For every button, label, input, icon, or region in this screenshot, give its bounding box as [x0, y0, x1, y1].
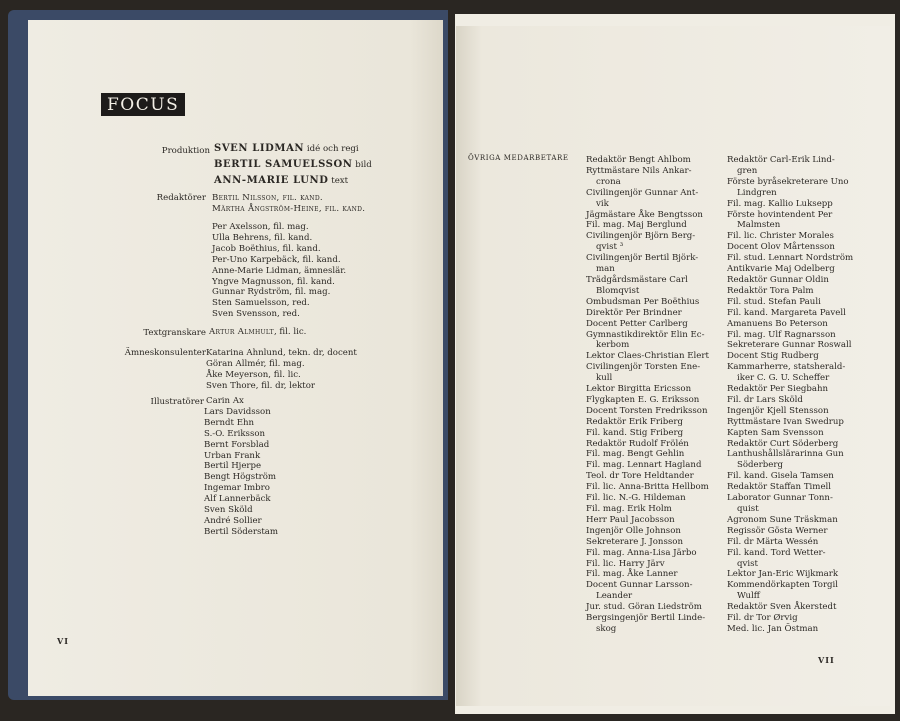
- illustrator-name: Carin Ax: [206, 396, 244, 406]
- contributor-line: Redaktör Gunnar Oldin: [727, 274, 829, 285]
- contributor-line: Lektor Birgitta Ericsson: [586, 384, 692, 395]
- contributor-line-continued: iker C. G. U. Scheffer: [737, 373, 830, 384]
- contributor-line: Fil. mag. Kallio Luksepp: [727, 198, 833, 209]
- contributor-line: Lektor Claes-Christian Elert: [586, 351, 709, 362]
- contributor-line: Laborator Gunnar Tonn-: [727, 493, 833, 504]
- contributor-line: Redaktör Carl-Erik Lind-: [727, 155, 835, 165]
- contributor-line: Kammarherre, statsherald-: [727, 362, 846, 373]
- contributor-line: Regissör Gösta Werner: [727, 525, 828, 536]
- contributors-column-2: [727, 155, 853, 635]
- contributor-line: Agronom Sune Träskman: [727, 514, 838, 525]
- contributor-line: Civilingenjör Bertil Björk-: [586, 253, 699, 264]
- editor-name: Per-Uno Karpebäck, fil. kand.: [212, 254, 341, 265]
- contributor-line: Docent Gunnar Larsson-: [586, 580, 693, 591]
- reviewer-name: Artur Almhult: [209, 327, 274, 337]
- editor-name: Sten Samuelsson, red.: [212, 298, 310, 309]
- contributor-line: Fil. lic. Anna-Britta Hellbom: [586, 482, 709, 493]
- redaktorer-heads: [212, 193, 365, 215]
- illustrator-name: André Sollier: [204, 515, 262, 526]
- contributor-line: Herr Paul Jacobsson: [586, 514, 675, 525]
- consultant-name: Katarina Ahnlund, tekn. dr, docent: [206, 348, 357, 358]
- redaktorer-list: [212, 222, 346, 320]
- contributor-line: Fil. kand. Gisela Tamsen: [727, 471, 834, 482]
- page-number-left: VI: [57, 636, 69, 646]
- editor-name: Gunnar Rydström, fil. mag.: [212, 287, 331, 298]
- contributor-line: Amanuens Bo Peterson: [727, 318, 828, 329]
- contributor-line: Med. lic. Jan Östman: [727, 623, 819, 634]
- consultant-name: Åke Meyerson, fil. lic.: [206, 369, 301, 380]
- textgranskare-label: Textgranskare: [143, 328, 206, 338]
- contributor-line: Jägmästare Åke Bengtsson: [586, 209, 703, 220]
- contributor-line: Fil. mag. Erik Holm: [586, 504, 672, 514]
- contributor-line: Fil. mag. Åke Lanner: [586, 569, 678, 580]
- illustratorer-list: [204, 396, 278, 538]
- contributor-line: Redaktör Curt Söderberg: [727, 438, 839, 449]
- amneskonsulenter-label: Ämneskonsulenter: [124, 348, 206, 358]
- illustratorer-label: Illustratörer: [150, 397, 204, 407]
- contributor-line-continued: quist: [737, 504, 759, 514]
- contributor-line: Fil. dr Märta Wessén: [727, 536, 819, 547]
- focus-logo: FOCUS: [101, 93, 185, 116]
- contributor-line-continued: kull: [596, 373, 613, 384]
- consultant-name: Göran Allmér, fil. mag.: [206, 358, 305, 369]
- editor-name: Sven Svensson, red.: [212, 309, 300, 320]
- contributor-line: Docent Stig Rudberg: [727, 351, 819, 362]
- editor-name: Anne-Marie Lidman, ämneslär.: [212, 265, 347, 276]
- produktion-entry: [214, 144, 359, 155]
- contributor-line-continued: Söderberg: [737, 460, 783, 471]
- page-number-right: VII: [818, 655, 835, 665]
- contributor-line: Sekreterare J. Jonsson: [586, 536, 683, 547]
- contributor-line-continued: qvist ³: [596, 242, 624, 253]
- produktion-entry: [214, 176, 348, 187]
- contributor-line: Förste byråsekreterare Uno: [727, 176, 849, 187]
- illustrator-name: Berndt Ehn: [204, 417, 255, 428]
- editor-name: Bertil Nilsson, fil. kand.: [212, 193, 323, 203]
- contributor-line: Fil. mag. Bengt Gehlin: [586, 449, 685, 460]
- contributor-line: Sekreterare Gunnar Roswall: [727, 340, 852, 351]
- contributor-line-continued: vik: [596, 198, 609, 209]
- contributor-line: Fil. kand. Margareta Pavell: [727, 307, 846, 318]
- contributor-line: Fil. lic. Harry Järv: [586, 558, 665, 569]
- contributor-line: Fil. mag. Lennart Hagland: [586, 460, 702, 471]
- contributor-line: Fil. lic. Christer Morales: [727, 231, 834, 242]
- textgranskare-entry: [209, 327, 306, 338]
- contributor-line: Redaktör Sven Åkerstedt: [727, 602, 837, 613]
- contributor-line-continued: gren: [737, 165, 758, 176]
- contributor-line: Kapten Sam Svensson: [727, 427, 824, 438]
- contributor-line: Fil. mag. Anna-Lisa Järbo: [586, 547, 697, 558]
- contributor-line: Redaktör Staffan Timell: [727, 482, 832, 493]
- contributor-line: Fil. lic. N.-G. Hildeman: [586, 493, 686, 504]
- contributor-line: Redaktör Per Siegbahn: [727, 384, 829, 395]
- contributor-line-continued: skog: [596, 623, 617, 634]
- contributor-line-continued: Blomqvist: [596, 285, 640, 296]
- person-name: BERTIL SAMUELSSON: [214, 159, 353, 170]
- contributor-line: Lektor Jan-Eric Wijkmark: [727, 569, 839, 580]
- contributor-line: Docent Torsten Fredriksson: [586, 405, 708, 416]
- contributor-line-continued: qvist: [737, 558, 758, 569]
- illustrator-name: Bertil Hjerpe: [204, 461, 262, 472]
- contributors-column-1: [586, 155, 709, 635]
- contributor-line: Fil. mag. Ulf Ragnarsson: [727, 329, 836, 340]
- person-name: ANN-MARIE LUND: [214, 175, 329, 186]
- contributor-line: Civilingenjör Björn Berg-: [586, 231, 696, 242]
- contributor-line-continued: Wulff: [737, 591, 760, 602]
- contributor-line: Docent Petter Carlberg: [586, 318, 688, 329]
- contributor-line: Ryttmästare Ivan Swedrup: [727, 416, 844, 427]
- contributor-line-continued: Lindgren: [737, 187, 777, 198]
- editor-name: Ulla Behrens, fil. kand.: [212, 232, 313, 243]
- contributor-line: Civilingenjör Gunnar Ant-: [586, 187, 699, 198]
- contributor-line: Flygkapten E. G. Eriksson: [586, 394, 700, 405]
- person-role: text: [331, 176, 349, 186]
- contributor-line: Redaktör Bengt Ahlbom: [586, 155, 691, 165]
- illustrator-name: Bernt Forsblad: [204, 439, 270, 450]
- illustrator-name: Ingemar Imbro: [204, 483, 270, 494]
- contributor-line: Docent Olov Mårtensson: [727, 242, 835, 253]
- redaktorer-label: Redaktörer: [156, 193, 206, 203]
- illustrator-name: S.-O. Eriksson: [204, 428, 266, 439]
- editor-name: Per Axelsson, fil. mag.: [212, 222, 309, 232]
- contributor-line: Fil. dr Lars Sköld: [727, 394, 803, 405]
- contributor-line: Fil. kand. Tord Wetter-: [727, 547, 826, 558]
- contributor-line: Bergsingenjör Bertil Linde-: [586, 613, 706, 624]
- reviewer-title: , fil. lic.: [273, 327, 307, 337]
- contributor-line-continued: man: [596, 264, 615, 275]
- contributor-line: Lanthushållslärarinna Gun: [727, 449, 844, 460]
- contributor-line: Ingenjör Olle Johnson: [586, 525, 681, 536]
- illustrator-name: Alf Lannerbäck: [204, 494, 271, 505]
- editor-name: Jacob Boëthius, fil. kand.: [212, 243, 321, 254]
- contributor-line-continued: Malmsten: [737, 220, 781, 231]
- contributor-line-continued: kerbom: [596, 340, 630, 351]
- contributor-line: Fil. mag. Maj Berglund: [586, 220, 687, 231]
- contributor-line: Ingenjör Kjell Stensson: [727, 405, 829, 416]
- contributor-line: Gymnastikdirektör Elin Ec-: [586, 329, 705, 340]
- contributor-line: Teol. dr Tore Heldtander: [586, 471, 694, 482]
- produktion-label: Produktion: [161, 146, 210, 156]
- contributor-line: Fil. stud. Lennart Nordström: [727, 253, 854, 264]
- section-heading: ÖVRIGA MEDARBETARE: [468, 154, 569, 162]
- person-role: bild: [355, 160, 372, 170]
- contributor-line: Redaktör Erik Friberg: [586, 416, 683, 427]
- illustrator-name: Urban Frank: [204, 450, 261, 461]
- contributor-line: Fil. kand. Stig Friberg: [586, 427, 684, 438]
- person-role: idé och regi: [306, 144, 359, 154]
- contributor-line: Jur. stud. Göran Liedström: [586, 602, 702, 613]
- illustrator-name: Bengt Högström: [204, 472, 277, 483]
- contributor-line: Redaktör Rudolf Frölén: [586, 438, 689, 449]
- contributor-line: Kommendörkapten Torgil: [727, 580, 839, 591]
- illustrator-name: Bertil Söderstam: [204, 526, 279, 537]
- contributor-line: Trädgårdsmästare Carl: [586, 274, 688, 285]
- contributor-line: Ombudsman Per Boëthius: [586, 296, 700, 307]
- editor-name: Yngve Magnusson, fil. kand.: [212, 276, 335, 287]
- illustrator-name: Sven Sköld: [204, 505, 253, 516]
- person-name: SVEN LIDMAN: [214, 143, 305, 154]
- editor-name: Märtha Ångström-Heine, fil. kand.: [212, 203, 366, 214]
- produktion-entry: [214, 160, 372, 171]
- amneskonsulenter-list: [206, 348, 357, 392]
- contributor-line-continued: Leander: [596, 591, 633, 602]
- illustrator-name: Lars Davidsson: [204, 406, 271, 417]
- contributor-line: Ryttmästare Nils Ankar-: [586, 165, 692, 176]
- contributor-line: Redaktör Tora Palm: [727, 285, 814, 296]
- consultant-name: Sven Thore, fil. dr, lektor: [206, 380, 316, 391]
- contributor-line: Direktör Per Brindner: [586, 307, 682, 318]
- contributor-line-continued: crona: [596, 176, 621, 187]
- contributor-line: Fil. dr Tor Ørvig: [727, 613, 798, 624]
- contributor-line: Civilingenjör Torsten Ene-: [586, 362, 701, 373]
- contributor-line: Förste hovintendent Per: [727, 209, 833, 220]
- contributor-line: Antikvarie Maj Odelberg: [727, 264, 835, 275]
- contributor-line: Fil. stud. Stefan Pauli: [727, 296, 821, 307]
